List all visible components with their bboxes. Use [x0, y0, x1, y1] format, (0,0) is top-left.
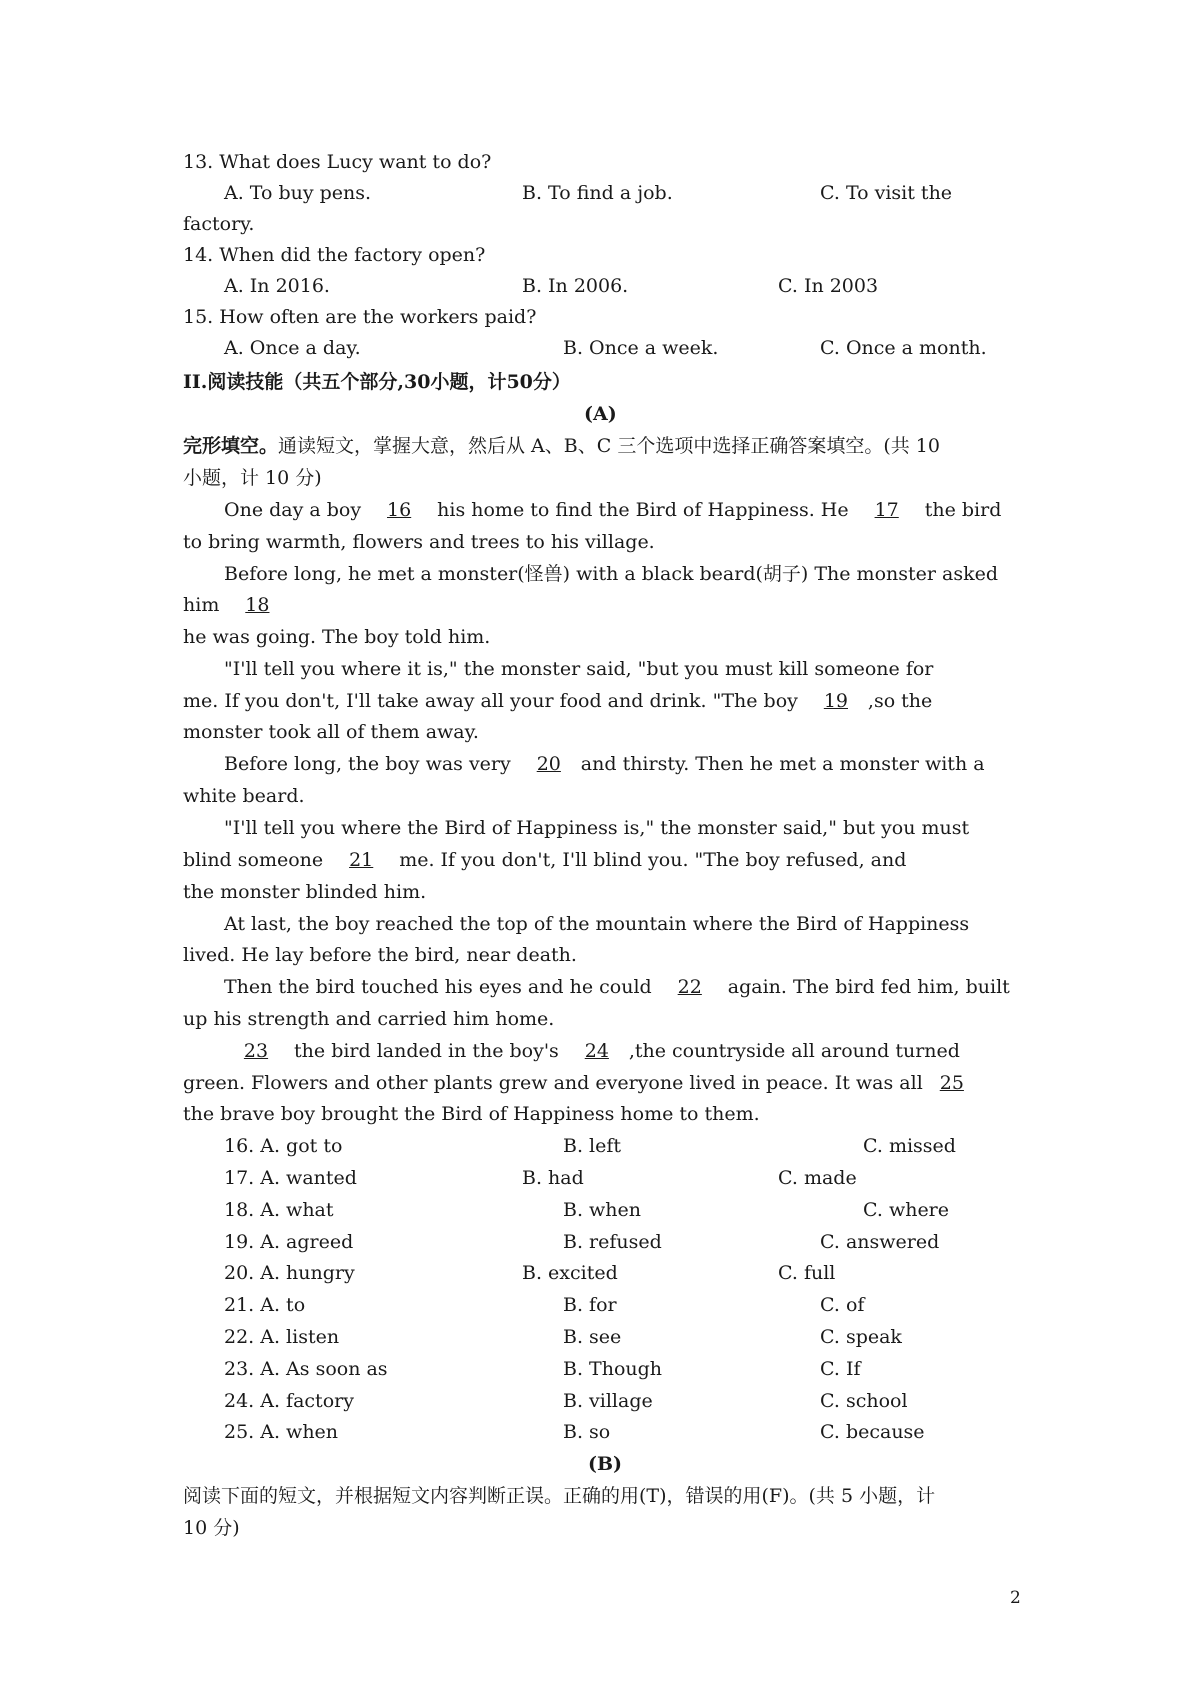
- passage-line: At last, the boy reached the top of the mountain where the Bird of Happiness: [224, 913, 970, 935]
- question-14-option-c: C. In 2003: [778, 275, 879, 297]
- question-13-stem: 13. What does Lucy want to do?: [183, 151, 492, 173]
- option-22-a: 22. A. listen: [224, 1326, 340, 1348]
- part-b-label: (B): [588, 1453, 623, 1475]
- passage-line: monster took all of them away.: [183, 721, 479, 743]
- option-23-a: 23. A. As soon as: [224, 1358, 388, 1380]
- option-25-a: 25. A. when: [224, 1421, 339, 1443]
- option-23-c: C. If: [820, 1358, 861, 1380]
- passage-line: to bring warmth, flowers and trees to his village.: [183, 531, 655, 553]
- option-25-c: C. because: [820, 1421, 925, 1443]
- question-15-option-c: C. Once a month.: [820, 337, 987, 359]
- cloze-instructions-line-1: [183, 434, 940, 458]
- option-21-c: C. of: [820, 1294, 865, 1316]
- question-13-option-b: B. To find a job.: [522, 182, 673, 204]
- passage-line: [224, 1039, 960, 1063]
- passage-text: One day a boy: [224, 499, 368, 521]
- blank-23: 23: [243, 1040, 269, 1062]
- blank-17: 17: [874, 499, 899, 521]
- option-16-a: 16. A. got to: [224, 1135, 343, 1157]
- passage-line: [224, 498, 1001, 522]
- question-13-option-c: C. To visit the: [820, 182, 953, 204]
- passage-text: and thirsty. Then he met a monster with a: [580, 753, 985, 775]
- passage-line: [183, 593, 289, 617]
- question-15-stem: 15. How often are the workers paid?: [183, 306, 537, 328]
- question-13-option-c-continued: factory.: [183, 213, 255, 235]
- passage-line: up his strength and carried him home.: [183, 1008, 555, 1030]
- option-24-c: C. school: [820, 1390, 908, 1412]
- option-25-b: B. so: [563, 1421, 611, 1443]
- question-14-option-a: A. In 2016.: [224, 275, 330, 297]
- option-20-a: 20. A. hungry: [224, 1262, 355, 1284]
- passage-text: his home to find the Bird of Happiness. He: [431, 499, 855, 521]
- page-number: 2: [1010, 1588, 1021, 1608]
- blank-21: 21: [349, 849, 374, 871]
- question-15-option-a: A. Once a day.: [224, 337, 361, 359]
- blank-22: 22: [677, 976, 702, 998]
- part-b-instructions-line-2: 10 分): [183, 1517, 240, 1539]
- passage-text: blind someone: [183, 849, 330, 871]
- passage-text: green. Flowers and other plants grew and everyone lived in peace. It was all: [183, 1072, 929, 1094]
- option-24-a: 24. A. factory: [224, 1390, 354, 1412]
- option-18-b: B. when: [563, 1199, 642, 1221]
- passage-line: [183, 689, 932, 713]
- option-18-c: C. where: [863, 1199, 950, 1221]
- passage-text: the bird: [918, 499, 1002, 521]
- passage-text: me. If you don't, I'll take away all your food and drink. "The boy: [183, 690, 804, 712]
- option-17-b: B. had: [522, 1167, 584, 1189]
- option-20-c: C. full: [778, 1262, 836, 1284]
- option-20-b: B. excited: [522, 1262, 618, 1284]
- passage-text: ,so the: [867, 690, 933, 712]
- blank-19: 19: [823, 690, 848, 712]
- passage-text: him: [183, 594, 226, 616]
- passage-text: again. The bird fed him, built: [721, 976, 1010, 998]
- question-14-stem: 14. When did the factory open?: [183, 244, 486, 266]
- option-22-b: B. see: [563, 1326, 622, 1348]
- option-19-c: C. answered: [820, 1231, 940, 1253]
- passage-line: [224, 975, 1010, 999]
- blank-25: 25: [939, 1072, 964, 1094]
- passage-line: the brave boy brought the Bird of Happiness home to them.: [183, 1103, 760, 1125]
- cloze-instructions-line-2: 小题，计 10 分): [183, 467, 322, 489]
- blank-24: 24: [584, 1040, 609, 1062]
- cloze-instructions-heading: 完形填空。: [183, 435, 279, 457]
- passage-line: white beard.: [183, 785, 305, 807]
- question-14-option-b: B. In 2006.: [522, 275, 629, 297]
- blank-20: 20: [536, 753, 561, 775]
- part-b-instructions-line-1: 阅读下面的短文，并根据短文内容判断正误。正确的用(T)，错误的用(F)。(共 5 小题，计: [183, 1485, 936, 1507]
- passage-line: [224, 752, 985, 776]
- passage-text: ,the countryside all around turned: [628, 1040, 960, 1062]
- option-24-b: B. village: [563, 1390, 653, 1412]
- passage-line: the monster blinded him.: [183, 881, 427, 903]
- passage-text: Then the bird touched his eyes and he could: [224, 976, 658, 998]
- cloze-instructions-text: 通读短文，掌握大意，然后从 A、B、C 三个选项中选择正确答案填空。(共 10: [278, 435, 940, 457]
- option-16-b: B. left: [563, 1135, 622, 1157]
- passage-text: Before long, the boy was very: [224, 753, 517, 775]
- passage-text: me. If you don't, I'll blind you. "The boy refused, and: [393, 849, 907, 871]
- passage-line: [183, 848, 906, 872]
- passage-line: "I'll tell you where it is," the monster said, "but you must kill someone for: [224, 658, 934, 680]
- option-18-a: 18. A. what: [224, 1199, 334, 1221]
- option-21-b: B. for: [563, 1294, 617, 1316]
- section-2-title: II.阅读技能（共五个部分,30小题，计50分）: [183, 371, 571, 393]
- passage-line: he was going. The boy told him.: [183, 626, 491, 648]
- question-13-option-a: A. To buy pens.: [224, 182, 372, 204]
- option-23-b: B. Though: [563, 1358, 663, 1380]
- passage-line: lived. He lay before the bird, near death.: [183, 944, 577, 966]
- part-a-label: (A): [584, 403, 617, 425]
- option-16-c: C. missed: [863, 1135, 956, 1157]
- blank-18: 18: [245, 594, 270, 616]
- option-19-a: 19. A. agreed: [224, 1231, 354, 1253]
- option-21-a: 21. A. to: [224, 1294, 306, 1316]
- passage-line: [183, 1071, 975, 1095]
- passage-line: "I'll tell you where the Bird of Happiness is," the monster said," but you must: [224, 817, 970, 839]
- option-17-a: 17. A. wanted: [224, 1167, 357, 1189]
- option-19-b: B. refused: [563, 1231, 662, 1253]
- passage-text: the bird landed in the boy's: [288, 1040, 565, 1062]
- option-22-c: C. speak: [820, 1326, 902, 1348]
- blank-16: 16: [387, 499, 412, 521]
- option-17-c: C. made: [778, 1167, 857, 1189]
- question-15-option-b: B. Once a week.: [563, 337, 719, 359]
- passage-line: Before long, he met a monster(怪兽) with a black beard(胡子) The monster asked: [224, 563, 998, 585]
